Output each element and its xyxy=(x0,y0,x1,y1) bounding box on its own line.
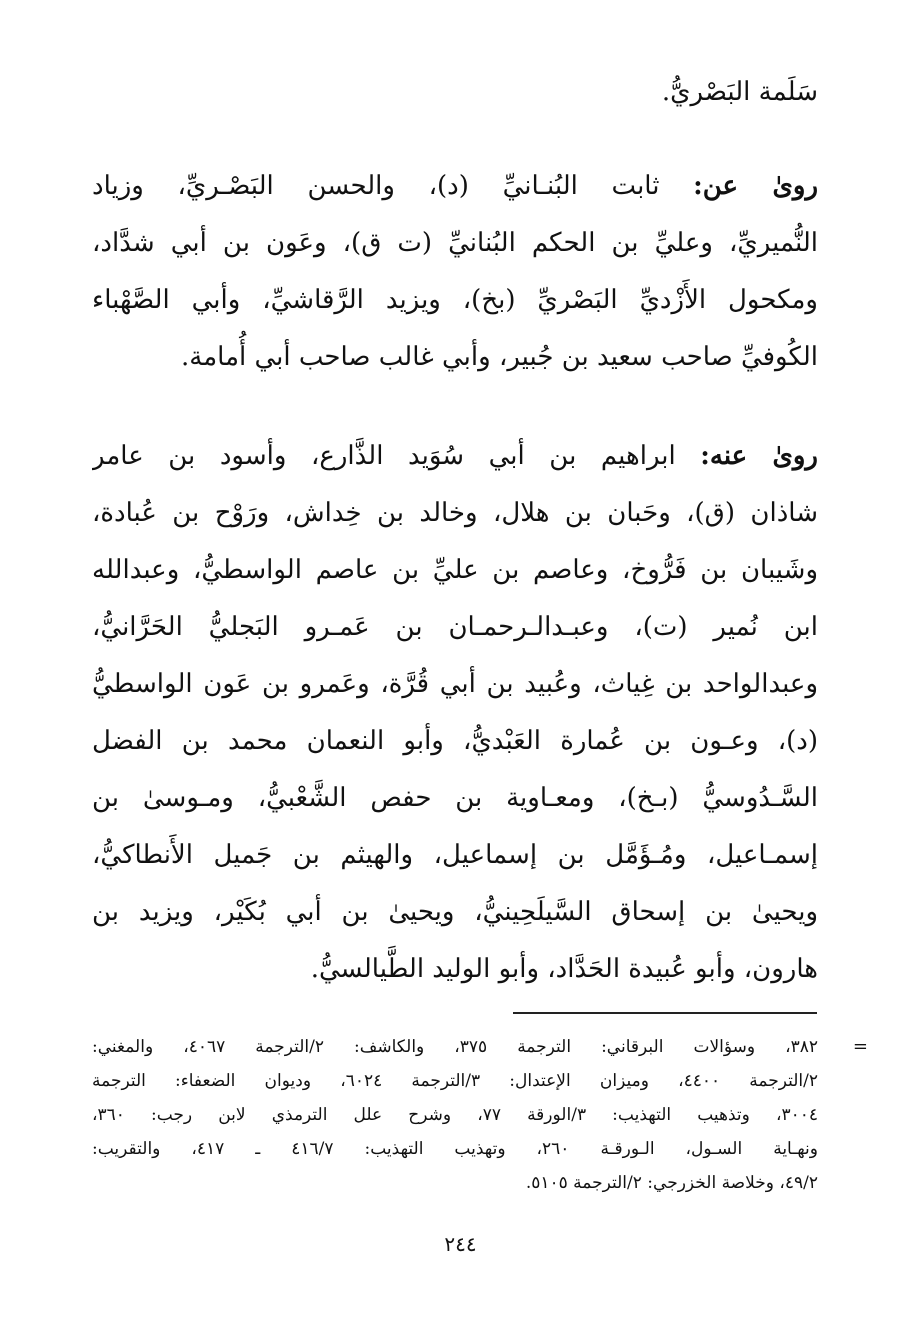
footnote-line-2: ٢/الترجمة ٤٤٠٠، وميزان الإعتدال: ٣/الترجمة ٦٠٢٤، وديوان الضعفاء: الترجمة xyxy=(92,1071,818,1091)
footnote-continuation-marker: = xyxy=(852,1036,868,1057)
footnote-line-3: ٣٠٠٤، وتذهيب التهذيب: ٣/الورقة ٧٧، وشرح علل الترمذي لابن رجب: ٣٦٠، xyxy=(92,1105,818,1125)
narrated-by-line-5: وعبدالواحد بن غِياث، وعُبيد بن أبي قُرَّة، وعَمرو بن عَون الواسطيُّ xyxy=(92,669,818,699)
narrated-from-heading: روىٰ عن: xyxy=(693,171,818,201)
narrated-by-line-8: إسمـاعيل، ومُـؤَمَّل بن إسماعيل، والهيثم بن جَميل الأَنطاكيُّ، xyxy=(92,840,818,870)
narrated-by-line-4: ابن نُمير (ت)، وعبـدالـرحمـان بن عَمـرو البَجليُّ الحَرَّانيُّ، xyxy=(92,612,818,642)
narrated-from-line-4: الكُوفيِّ صاحب سعيد بن جُبير، وأبي غالب صاحب أبي أُمامة. xyxy=(181,342,818,372)
narrated-from-line-2: النُّميريِّ، وعليِّ بن الحكم البُنانيِّ (ت ق)، وعَون بن أبي شدَّاد، xyxy=(92,228,818,258)
narrated-from-paragraph xyxy=(92,158,818,386)
narrated-by-line-1: ابراهيم بن أبي سُوَيد الذَّارع، وأسود بن عامر xyxy=(92,441,676,471)
narrated-by-line-9: ويحيىٰ بن إسحاق السَّيلَحِينيُّ، ويحيىٰ بن أبي بُكَيْر، ويزيد بن xyxy=(92,897,818,927)
page-number: ٢٤٤ xyxy=(444,1232,477,1256)
paragraph-line xyxy=(92,158,818,215)
narrated-from-line-1: ثابت البُنـانيِّ (د)، والحسن البَصْـريِّ، وزياد xyxy=(92,171,660,201)
narrated-by-line-10: هارون، وأبو عُبيدة الحَدَّاد، وأبو الوليد الطَّيالسيُّ. xyxy=(310,954,818,984)
opening-text: سَلَمة البَصْريُّ. xyxy=(661,77,818,107)
narrated-from-line-3: ومكحول الأَزْديِّ البَصْريِّ (بخ)، ويزيد الرَّقاشيِّ، وأبي الصَّهْباء xyxy=(92,285,818,315)
narrated-by-heading: روىٰ عنه: xyxy=(700,441,818,471)
narrated-by-paragraph xyxy=(92,428,818,998)
narrated-by-line-7: السَّـدُوسيُّ (بـخ)، ومعـاوية بن حفص الشَّعْبيُّ، ومـوسىٰ بن xyxy=(92,783,818,813)
narrated-by-line-6: (د)، وعـون بن عُمارة العَبْديُّ، وأبو النعمان محمد بن الفضل xyxy=(92,726,818,756)
narrated-by-line-2: شاذان (ق)، وحَبان بن هلال، وخالد بن خِداش، ورَوْح بن عُبادة، xyxy=(92,498,818,528)
footnotes xyxy=(92,1030,868,1200)
opening-line xyxy=(92,64,818,121)
footnote-line-1: ٣٨٢، وسؤالات البرقاني: الترجمة ٣٧٥، والكاشف: ٢/الترجمة ٤٠٦٧، والمغني: xyxy=(92,1037,818,1057)
footnote-divider xyxy=(513,1012,817,1014)
narrated-by-line-3: وشَيبان بن فَرُّوخ، وعاصم بن عليِّ بن عاصم الواسطيُّ، وعبدالله xyxy=(92,555,818,585)
footnote-line-4: ونهـاية السـول، الـورقـة ٢٦٠، وتهذيب التهذيب: ٤١٦/٧ ـ ٤١٧، والتقريب: xyxy=(92,1139,818,1159)
paragraph-line xyxy=(92,428,818,485)
footnote-line-5: ٤٩/٢، وخلاصة الخزرجي: ٢/الترجمة ٥١٠٥. xyxy=(525,1173,818,1193)
